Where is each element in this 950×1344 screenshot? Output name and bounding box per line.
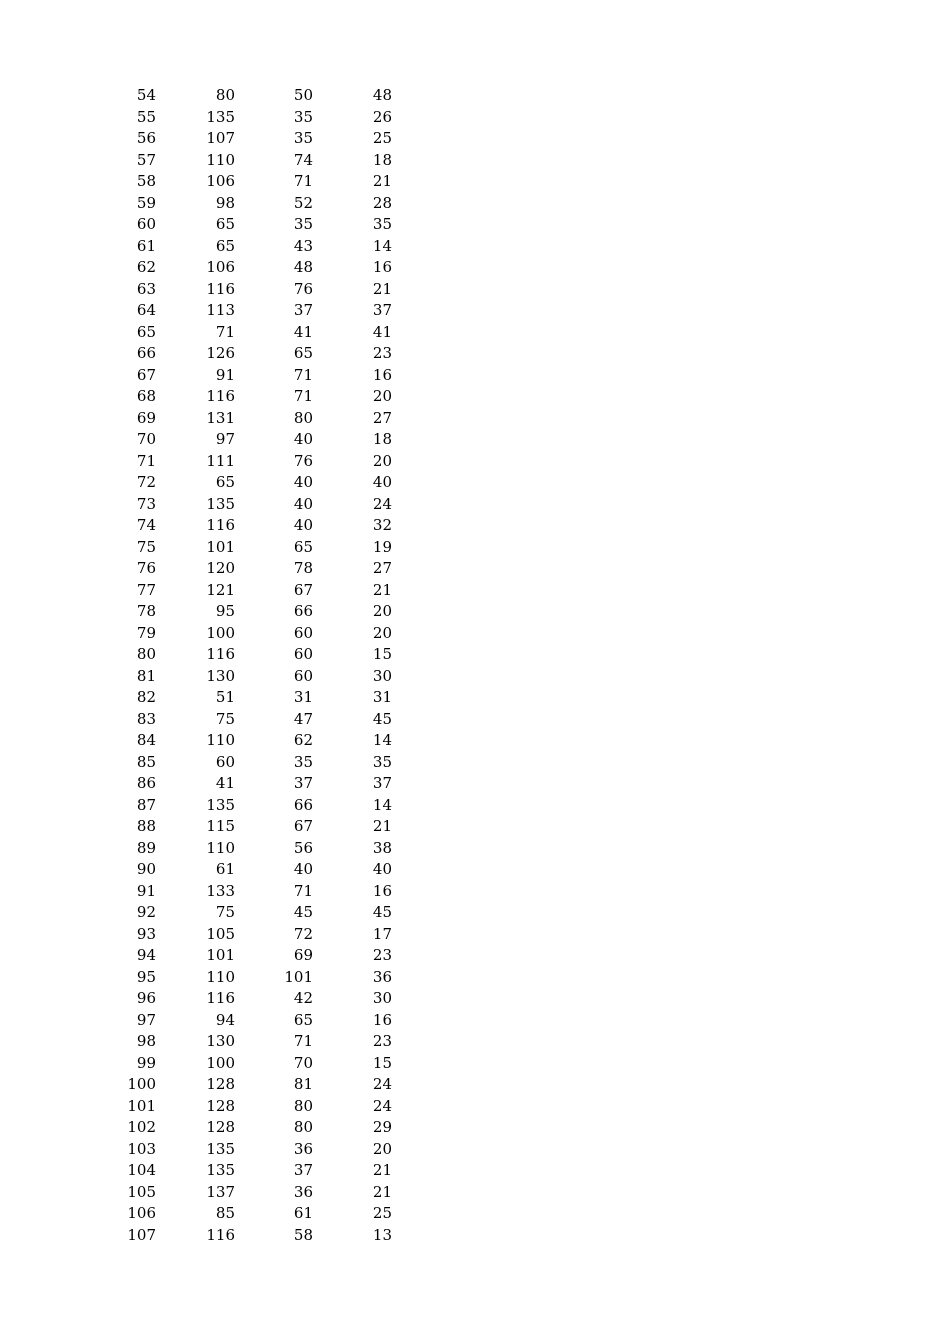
table-cell: 60 <box>293 666 313 685</box>
table-cell: 16 <box>372 881 392 900</box>
table-cell: 94 <box>215 1010 235 1029</box>
table-cell: 80 <box>136 645 156 663</box>
table-cell: 48 <box>293 258 313 276</box>
table-cell: 58 <box>136 172 156 190</box>
table-row <box>0 1010 950 1032</box>
table-cell: 18 <box>372 150 392 169</box>
table-cell: 20 <box>372 623 392 642</box>
table-cell: 55 <box>136 107 156 126</box>
table-row <box>0 580 950 602</box>
table-cell: 47 <box>293 709 313 728</box>
table-row <box>0 1031 950 1053</box>
table-row <box>0 85 950 107</box>
data-table <box>0 85 950 1246</box>
table-cell: 95 <box>215 602 235 620</box>
table-cell: 37 <box>293 301 313 319</box>
table-row <box>0 515 950 537</box>
table-cell: 45 <box>293 903 313 921</box>
table-cell: 36 <box>372 967 392 986</box>
table-cell: 86 <box>136 774 156 792</box>
table-cell: 65 <box>215 236 235 255</box>
table-cell: 103 <box>127 1139 156 1158</box>
table-cell: 16 <box>372 365 392 384</box>
table-cell: 56 <box>293 838 313 857</box>
table-cell: 35 <box>293 129 313 147</box>
table-row <box>0 537 950 559</box>
table-cell: 20 <box>372 451 392 470</box>
table-row <box>0 795 950 817</box>
table-cell: 135 <box>206 494 235 513</box>
table-cell: 89 <box>136 838 156 857</box>
table-cell: 128 <box>206 1096 235 1115</box>
table-cell: 90 <box>136 860 156 878</box>
table-cell: 23 <box>372 1032 392 1050</box>
table-row <box>0 773 950 795</box>
table-row <box>0 128 950 150</box>
table-cell: 67 <box>293 580 313 599</box>
table-cell: 80 <box>293 408 313 427</box>
table-cell: 51 <box>215 688 235 706</box>
table-cell: 65 <box>136 322 156 341</box>
table-cell: 106 <box>127 1204 156 1222</box>
table-cell: 66 <box>293 602 313 620</box>
table-cell: 37 <box>293 1161 313 1179</box>
table-cell: 66 <box>293 795 313 814</box>
table-cell: 135 <box>206 795 235 814</box>
table-cell: 45 <box>372 709 392 728</box>
table-cell: 35 <box>372 215 392 233</box>
table-cell: 100 <box>206 1053 235 1072</box>
table-cell: 67 <box>136 365 156 384</box>
table-cell: 57 <box>136 150 156 169</box>
table-cell: 21 <box>372 279 392 298</box>
table-cell: 75 <box>136 537 156 556</box>
table-row <box>0 257 950 279</box>
table-cell: 38 <box>372 838 392 857</box>
table-cell: 21 <box>372 1182 392 1201</box>
table-cell: 20 <box>372 387 392 405</box>
table-cell: 61 <box>293 1204 313 1222</box>
table-cell: 66 <box>136 344 156 362</box>
table-cell: 45 <box>372 903 392 921</box>
table-row <box>0 429 950 451</box>
table-cell: 41 <box>293 322 313 341</box>
table-cell: 135 <box>206 1139 235 1158</box>
table-row <box>0 472 950 494</box>
table-cell: 96 <box>136 989 156 1007</box>
table-cell: 61 <box>215 860 235 878</box>
table-cell: 80 <box>293 1096 313 1115</box>
table-cell: 27 <box>372 559 392 577</box>
table-cell: 110 <box>206 838 235 857</box>
table-cell: 113 <box>206 301 235 319</box>
table-cell: 92 <box>136 903 156 921</box>
table-cell: 97 <box>215 430 235 448</box>
table-row <box>0 1225 950 1247</box>
table-cell: 30 <box>372 666 392 685</box>
table-cell: 52 <box>293 193 313 212</box>
table-cell: 69 <box>293 946 313 964</box>
table-cell: 79 <box>136 623 156 642</box>
table-cell: 59 <box>136 193 156 212</box>
table-row <box>0 1053 950 1075</box>
table-cell: 65 <box>215 473 235 491</box>
table-row <box>0 236 950 258</box>
table-cell: 60 <box>293 645 313 663</box>
table-cell: 121 <box>206 580 235 599</box>
table-cell: 76 <box>136 559 156 577</box>
table-cell: 40 <box>293 430 313 448</box>
table-cell: 81 <box>136 666 156 685</box>
table-cell: 15 <box>372 645 392 663</box>
table-row <box>0 408 950 430</box>
table-row <box>0 967 950 989</box>
table-cell: 107 <box>127 1225 156 1244</box>
table-cell: 116 <box>206 989 235 1007</box>
table-row <box>0 666 950 688</box>
table-cell: 111 <box>206 451 235 470</box>
table-row <box>0 1182 950 1204</box>
table-row <box>0 816 950 838</box>
table-row <box>0 988 950 1010</box>
table-cell: 30 <box>372 989 392 1007</box>
table-cell: 88 <box>136 817 156 835</box>
table-cell: 98 <box>215 193 235 212</box>
table-cell: 131 <box>206 408 235 427</box>
table-cell: 76 <box>293 279 313 298</box>
table-cell: 82 <box>136 688 156 706</box>
table-row <box>0 300 950 322</box>
table-cell: 120 <box>206 559 235 577</box>
table-cell: 19 <box>372 537 392 556</box>
table-cell: 83 <box>136 709 156 728</box>
table-cell: 40 <box>293 494 313 513</box>
table-cell: 100 <box>206 623 235 642</box>
table-cell: 110 <box>206 967 235 986</box>
table-row <box>0 644 950 666</box>
table-cell: 69 <box>136 408 156 427</box>
table-cell: 17 <box>372 924 392 943</box>
table-cell: 60 <box>136 215 156 233</box>
table-cell: 107 <box>206 129 235 147</box>
table-cell: 32 <box>372 516 392 534</box>
table-cell: 23 <box>372 344 392 362</box>
table-cell: 27 <box>372 408 392 427</box>
table-cell: 81 <box>293 1075 313 1093</box>
table-cell: 61 <box>136 236 156 255</box>
table-cell: 128 <box>206 1118 235 1136</box>
table-cell: 84 <box>136 731 156 749</box>
table-cell: 85 <box>136 752 156 771</box>
table-cell: 40 <box>293 516 313 534</box>
table-cell: 56 <box>136 129 156 147</box>
table-cell: 37 <box>372 301 392 319</box>
table-row <box>0 1203 950 1225</box>
table-cell: 41 <box>215 774 235 792</box>
table-row <box>0 322 950 344</box>
table-cell: 115 <box>206 817 235 835</box>
table-cell: 16 <box>372 1010 392 1029</box>
table-cell: 37 <box>293 774 313 792</box>
table-row <box>0 214 950 236</box>
table-cell: 101 <box>206 537 235 556</box>
table-cell: 87 <box>136 795 156 814</box>
table-cell: 70 <box>293 1053 313 1072</box>
table-cell: 71 <box>215 322 235 341</box>
table-cell: 106 <box>206 258 235 276</box>
table-row <box>0 623 950 645</box>
table-cell: 70 <box>136 430 156 448</box>
table-cell: 126 <box>206 344 235 362</box>
table-cell: 50 <box>293 86 313 104</box>
table-cell: 58 <box>293 1225 313 1244</box>
table-cell: 36 <box>293 1139 313 1158</box>
table-cell: 128 <box>206 1075 235 1093</box>
table-cell: 36 <box>293 1182 313 1201</box>
table-row <box>0 193 950 215</box>
table-cell: 67 <box>293 817 313 835</box>
table-cell: 105 <box>206 924 235 943</box>
table-row <box>0 881 950 903</box>
table-cell: 18 <box>372 430 392 448</box>
table-cell: 25 <box>372 1204 392 1222</box>
table-cell: 48 <box>372 86 392 104</box>
table-row <box>0 171 950 193</box>
table-cell: 65 <box>293 1010 313 1029</box>
table-cell: 60 <box>215 752 235 771</box>
table-cell: 35 <box>293 107 313 126</box>
table-cell: 133 <box>206 881 235 900</box>
table-cell: 76 <box>293 451 313 470</box>
table-cell: 101 <box>127 1096 156 1115</box>
table-cell: 94 <box>136 946 156 964</box>
table-cell: 15 <box>372 1053 392 1072</box>
table-cell: 62 <box>293 731 313 749</box>
table-row <box>0 687 950 709</box>
table-cell: 24 <box>372 1075 392 1093</box>
table-cell: 91 <box>215 365 235 384</box>
table-cell: 75 <box>215 709 235 728</box>
table-cell: 74 <box>293 150 313 169</box>
table-cell: 71 <box>293 881 313 900</box>
table-cell: 37 <box>372 774 392 792</box>
table-cell: 71 <box>293 365 313 384</box>
table-cell: 135 <box>206 107 235 126</box>
table-cell: 24 <box>372 1096 392 1115</box>
table-cell: 40 <box>372 473 392 491</box>
table-row <box>0 494 950 516</box>
table-cell: 23 <box>372 946 392 964</box>
table-cell: 97 <box>136 1010 156 1029</box>
table-cell: 93 <box>136 924 156 943</box>
table-cell: 40 <box>293 473 313 491</box>
table-cell: 78 <box>293 559 313 577</box>
table-cell: 54 <box>136 86 156 104</box>
table-cell: 104 <box>127 1161 156 1179</box>
table-row <box>0 730 950 752</box>
table-cell: 65 <box>293 537 313 556</box>
table-cell: 71 <box>136 451 156 470</box>
table-row <box>0 902 950 924</box>
table-cell: 101 <box>206 946 235 964</box>
table-cell: 35 <box>293 752 313 771</box>
table-row <box>0 150 950 172</box>
table-cell: 137 <box>206 1182 235 1201</box>
table-cell: 42 <box>293 989 313 1007</box>
table-cell: 116 <box>206 387 235 405</box>
table-cell: 99 <box>136 1053 156 1072</box>
table-cell: 116 <box>206 516 235 534</box>
table-cell: 91 <box>136 881 156 900</box>
table-cell: 116 <box>206 1225 235 1244</box>
table-row <box>0 343 950 365</box>
table-cell: 21 <box>372 580 392 599</box>
table-cell: 40 <box>372 860 392 878</box>
table-cell: 20 <box>372 1139 392 1158</box>
table-cell: 62 <box>136 258 156 276</box>
table-row <box>0 838 950 860</box>
table-row <box>0 451 950 473</box>
table-cell: 95 <box>136 967 156 986</box>
table-cell: 65 <box>293 344 313 362</box>
table-cell: 14 <box>372 731 392 749</box>
table-cell: 35 <box>293 215 313 233</box>
table-cell: 63 <box>136 279 156 298</box>
table-cell: 29 <box>372 1118 392 1136</box>
table-cell: 85 <box>215 1204 235 1222</box>
table-cell: 64 <box>136 301 156 319</box>
table-cell: 73 <box>136 494 156 513</box>
table-cell: 75 <box>215 903 235 921</box>
table-cell: 25 <box>372 129 392 147</box>
table-cell: 31 <box>372 688 392 706</box>
table-cell: 71 <box>293 172 313 190</box>
table-cell: 28 <box>372 193 392 212</box>
table-cell: 72 <box>136 473 156 491</box>
table-cell: 31 <box>293 688 313 706</box>
table-cell: 72 <box>293 924 313 943</box>
table-cell: 21 <box>372 1161 392 1179</box>
table-cell: 16 <box>372 258 392 276</box>
table-cell: 78 <box>136 602 156 620</box>
table-cell: 21 <box>372 172 392 190</box>
table-cell: 135 <box>206 1161 235 1179</box>
table-cell: 13 <box>372 1225 392 1244</box>
table-row <box>0 1117 950 1139</box>
table-row <box>0 1160 950 1182</box>
table-cell: 110 <box>206 731 235 749</box>
table-cell: 116 <box>206 645 235 663</box>
table-cell: 110 <box>206 150 235 169</box>
table-row <box>0 1074 950 1096</box>
table-row <box>0 279 950 301</box>
table-cell: 41 <box>372 322 392 341</box>
table-cell: 102 <box>127 1118 156 1136</box>
table-row <box>0 752 950 774</box>
table-cell: 74 <box>136 516 156 534</box>
table-cell: 35 <box>372 752 392 771</box>
table-row <box>0 859 950 881</box>
table-row <box>0 924 950 946</box>
table-row <box>0 945 950 967</box>
table-cell: 130 <box>206 1032 235 1050</box>
table-cell: 14 <box>372 795 392 814</box>
table-cell: 60 <box>293 623 313 642</box>
table-cell: 130 <box>206 666 235 685</box>
table-cell: 65 <box>215 215 235 233</box>
table-cell: 24 <box>372 494 392 513</box>
table-cell: 106 <box>206 172 235 190</box>
table-row <box>0 709 950 731</box>
table-cell: 80 <box>293 1118 313 1136</box>
table-row <box>0 386 950 408</box>
table-row <box>0 558 950 580</box>
table-cell: 21 <box>372 817 392 835</box>
table-cell: 71 <box>293 1032 313 1050</box>
table-cell: 68 <box>136 387 156 405</box>
table-row <box>0 1139 950 1161</box>
table-cell: 100 <box>127 1075 156 1093</box>
table-cell: 101 <box>284 967 313 986</box>
table-cell: 77 <box>136 580 156 599</box>
table-cell: 116 <box>206 279 235 298</box>
table-cell: 71 <box>293 387 313 405</box>
table-cell: 98 <box>136 1032 156 1050</box>
table-cell: 105 <box>127 1182 156 1201</box>
table-cell: 26 <box>372 107 392 126</box>
table-row <box>0 365 950 387</box>
table-row <box>0 107 950 129</box>
table-cell: 43 <box>293 236 313 255</box>
table-cell: 80 <box>215 86 235 104</box>
table-row <box>0 601 950 623</box>
table-cell: 20 <box>372 602 392 620</box>
table-row <box>0 1096 950 1118</box>
table-cell: 40 <box>293 860 313 878</box>
table-cell: 14 <box>372 236 392 255</box>
